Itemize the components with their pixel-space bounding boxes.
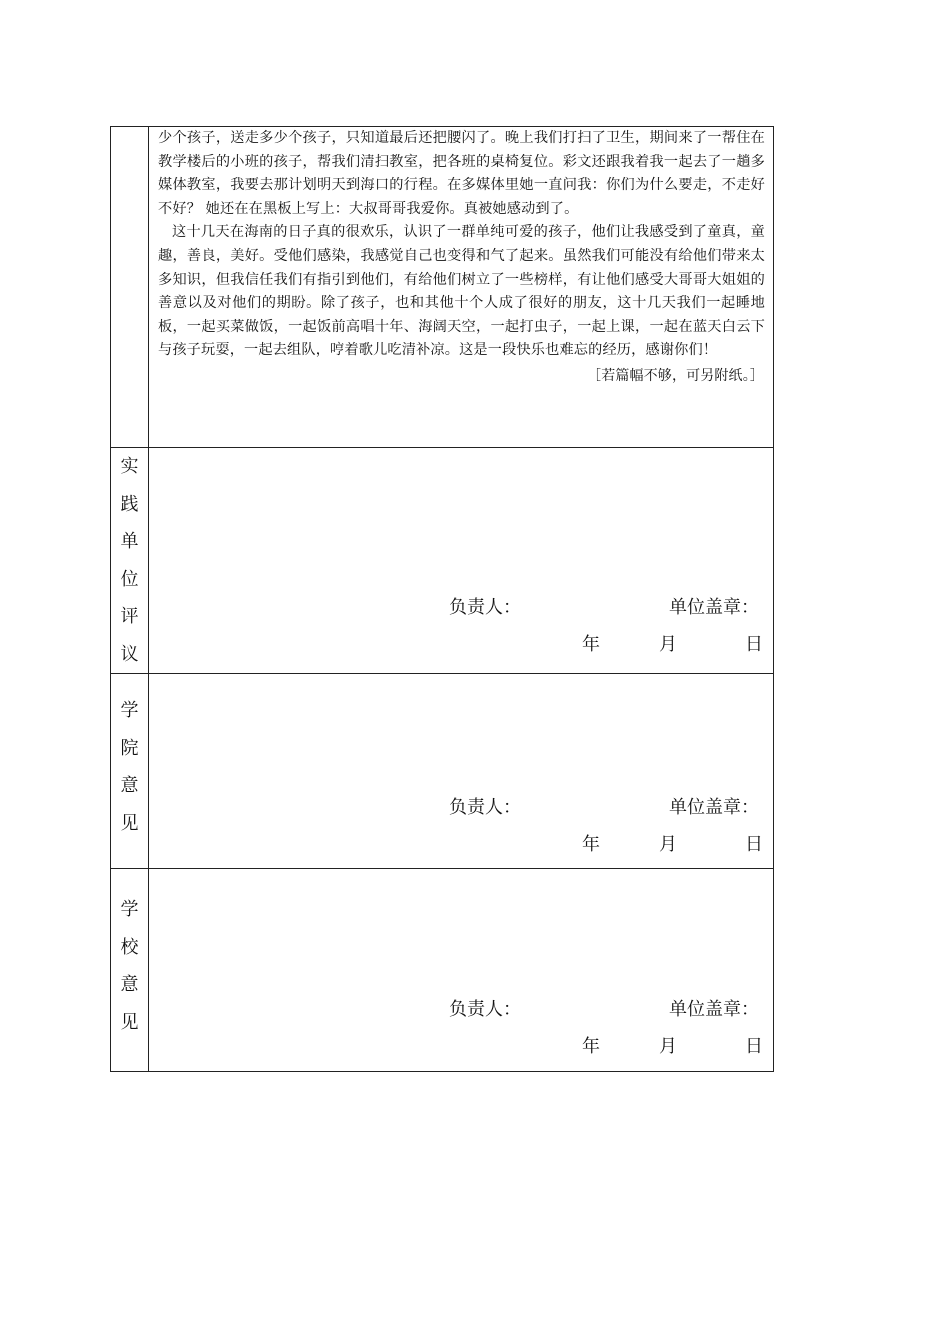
day-label: 日 [745, 634, 763, 655]
unit-evaluation-content-cell[interactable] [149, 448, 774, 674]
year-label: 年 [582, 1036, 600, 1057]
label-char: 学 [120, 700, 139, 721]
label-char: 见 [120, 1011, 139, 1033]
college-opinion-content-cell[interactable] [149, 674, 774, 869]
label-char: 意 [120, 775, 139, 796]
unit-stamp-label: 单位盖章： [669, 597, 759, 618]
unit-stamp-label: 单位盖章： [669, 797, 759, 818]
unit-evaluation-label [111, 448, 148, 673]
person-in-charge-label: 负责人： [449, 797, 521, 818]
label-char: 评 [120, 606, 139, 627]
day-label: 日 [745, 1036, 763, 1057]
narrative-cell [149, 127, 774, 448]
label-char: 践 [120, 493, 139, 515]
school-opinion-content-cell[interactable] [149, 869, 774, 1072]
person-in-charge-label: 负责人： [449, 597, 521, 618]
label-char: 见 [120, 812, 139, 834]
month-label: 月 [659, 634, 677, 655]
narrative-paragraph-1: 少个孩子，送走多少个孩子，只知道最后还把腰闪了。晚上我们打扫了卫生，期间来了一帮住在教学楼后的小班的孩子，帮我们清扫教室，把各班的桌椅复位。彩文还跟我着我一起去了一趟多媒体教室，我要去那计划明天到海口的行程。在多媒体里她一直问我：你们为什么要走，不走好不好？ 她还在在黑板上写上：大叔哥哥我爱你。真被她感动到了。 [158, 130, 765, 217]
attachment-note: ［若篇幅不够，可另附纸。］ [587, 367, 764, 384]
narrative-row [111, 127, 774, 448]
person-in-charge-label: 负责人： [449, 999, 521, 1020]
unit-stamp-label: 单位盖章： [669, 999, 759, 1020]
year-label: 年 [582, 834, 600, 855]
label-char: 校 [120, 936, 139, 958]
year-label: 年 [582, 634, 600, 655]
narrative-text [149, 127, 773, 387]
school-opinion-label [111, 869, 148, 1041]
college-opinion-row [111, 674, 774, 869]
month-label: 月 [659, 1036, 677, 1057]
label-char: 实 [120, 456, 139, 477]
month-label: 月 [659, 834, 677, 855]
label-char: 议 [120, 643, 139, 665]
unit-evaluation-row [111, 448, 774, 674]
narrative-label-cell [111, 127, 149, 448]
day-label: 日 [745, 834, 763, 855]
label-char: 院 [120, 737, 139, 759]
school-opinion-label-cell [111, 869, 149, 1072]
school-opinion-row [111, 869, 774, 1072]
evaluation-form-table [110, 126, 774, 1072]
narrative-paragraph-2: 这十几天在海南的日子真的很欢乐，认识了一群单纯可爱的孩子，他们让我感受到了童真，童趣，善良，美好。受他们感染，我感觉自己也变得和气了起来。虽然我们可能没有给他们带来太多知识，但我信任我们有指引到他们，有给他们树立了一些榜样，有让他们感受大哥哥大姐姐的善意以及对他们的期盼。除了孩子，也和其他十个人成了很好的朋友，这十几天我们一起睡地板，一起买菜做饭，一起饭前高唱十年、海阔天空，一起打虫子，一起上课，一起在蓝天白云下与孩子玩耍，一起去组队，哼着歌儿吃清补凉。这是一段快乐也难忘的经历，感谢你们！ [158, 224, 765, 359]
college-opinion-label [111, 674, 148, 842]
label-char: 意 [120, 974, 139, 995]
label-char: 学 [120, 899, 139, 920]
unit-evaluation-label-cell [111, 448, 149, 674]
college-opinion-label-cell [111, 674, 149, 869]
label-char: 位 [120, 568, 139, 590]
label-char: 单 [120, 531, 139, 552]
